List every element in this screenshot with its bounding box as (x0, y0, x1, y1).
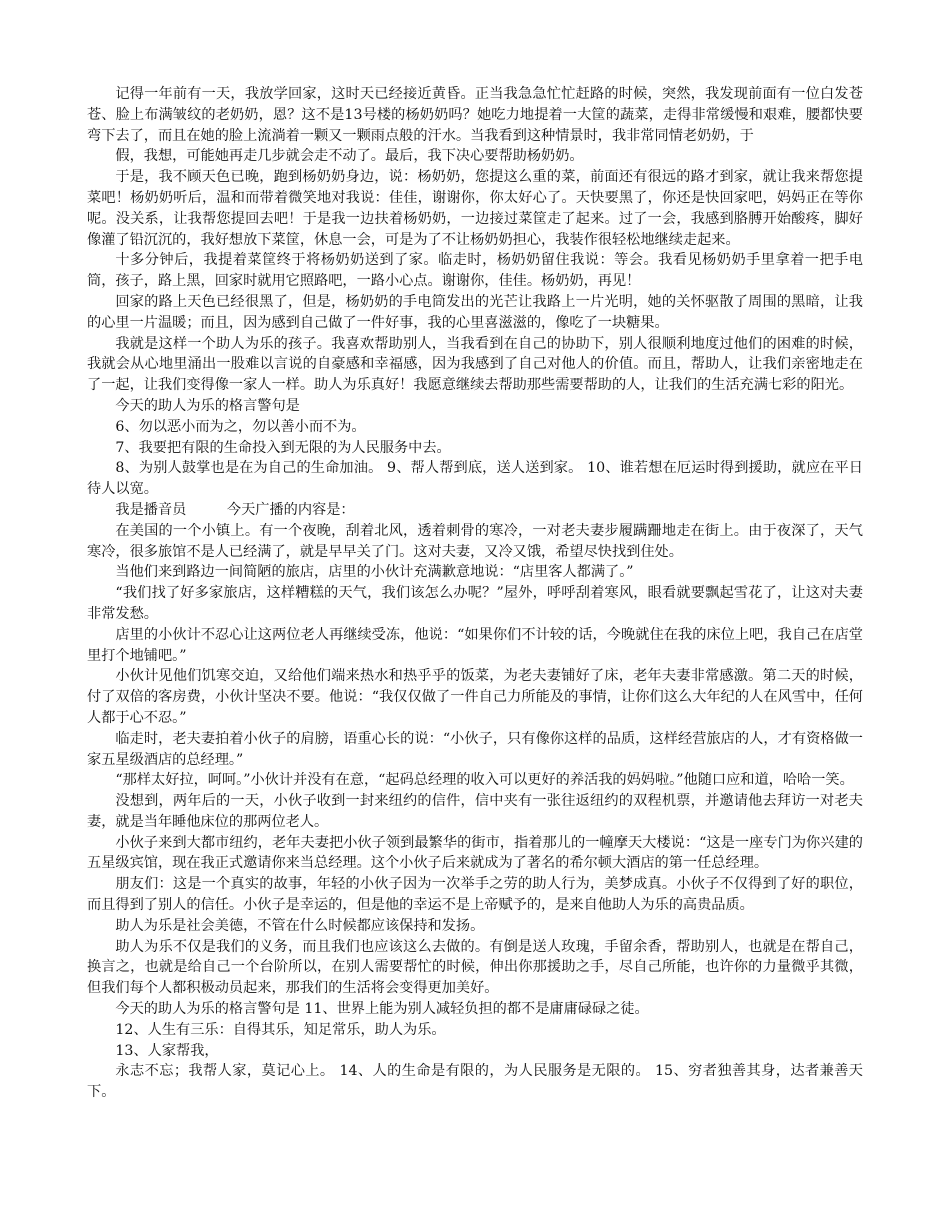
paragraph: 助人为乐不仅是我们的义务，而且我们也应该这么去做的。有倒是送人玫瑰，手留余香，帮助别人，也就是在帮自己，换言之，也就是给自己一个台阶所以，在别人需要帮忙的时候，伸出你那援助之手，尽自己所能，也许你的力量微乎其微，但我们每个人都积极动员起来，那我们的生活将会变得更加美好。 (87, 938, 863, 997)
paragraph: 店里的小伙计不忍心让这两位老人再继续受冻，他说：“如果你们不计较的话，今晚就住在我的床位上吧，我自己在店堂里打个地铺吧。” (87, 626, 863, 664)
paragraph: 临走时，老夫妻拍着小伙子的肩膀，语重心长的说：“小伙子，只有像你这样的品质，这样经营旅店的人，才有资格做一家五星级酒店的总经理。” (87, 730, 863, 768)
paragraph: 回家的路上天色已经很黑了，但是，杨奶奶的手电筒发出的光芒让我路上一片光明，她的关怀驱散了周围的黑暗，让我的心里一片温暖；而且，因为感到自己做了一件好事，我的心里喜滋滋的，像吃了一块糖果。 (87, 293, 863, 331)
paragraph: 我就是这样一个助人为乐的孩子。我喜欢帮助别人，当我看到在自己的协助下，别人很顺利地度过他们的困难的时候，我就会从心地里涌出一股难以言说的自豪感和幸福感，因为我感到了自己对他人的价值。而且，帮助人，让我们亲密地走在了一起，让我们变得像一家人一样。助人为乐真好！我愿意继续去帮助那些需要帮助的人，让我们的生活充满七彩的阳光。 (87, 335, 863, 394)
paragraph: 当他们来到路边一间简陋的旅店，店里的小伙计充满歉意地说：“店里客人都满了。” (115, 564, 634, 581)
paragraph: 6、勿以恶小而为之，勿以善小而不为。 (115, 418, 366, 435)
paragraph: 十多分钟后，我提着菜筐终于将杨奶奶送到了家。临走时，杨奶奶留住我说：等会。我看见杨奶奶手里拿着一把手电筒，孩子，路上黑，回家时就用它照路吧，一路小心点。谢谢你，佳佳。杨奶奶，再见！ (87, 252, 863, 290)
paragraph: 假，我想，可能她再走几步就会走不动了。最后，我下决心要帮助杨奶奶。 (115, 148, 584, 165)
paragraph: 我是播音员 今天广播的内容是： (115, 501, 355, 518)
paragraph: 13、人家帮我， (115, 1042, 219, 1059)
paragraph: 今天的助人为乐的格言警句是 (115, 397, 300, 414)
paragraph: 没想到，两年后的一天，小伙子收到一封来纽约的信件，信中夹有一张往返纽约的双程机票，并邀请他去拜访一对老夫妻，就是当年睡他床位的那两位老人。 (87, 793, 863, 830)
paragraph: 小伙子来到大都市纽约，老年夫妻把小伙子领到最繁华的街市，指着那儿的一幢摩天大楼说：“这是一座专门为你兴建的五星级宾馆，现在我正式邀请你来当总经理。这个小伙子后来就成为了著名的希尔顿大酒店的第一任总经理。 (87, 834, 863, 872)
paragraph: “我们找了好多家旅店，这样糟糕的天气，我们该怎么办呢？”屋外，呼呼刮着寒风，眼看就要飘起雪花了，让这对夫妻非常发愁。 (87, 585, 863, 622)
paragraph: 助人为乐是社会美德，不管在什么时候都应该保持和发扬。 (115, 917, 485, 934)
paragraph: 小伙计见他们饥寒交迫，又给他们端来热水和热乎乎的饭菜，为老夫妻铺好了床，老年夫妻非常感激。第二天的时候，付了双倍的客房费，小伙计坚决不要。他说：“我仅仅做了一件自己力所能及的事情，让你们这么大年纪的人在风雪中，任何人都于心不忍。” (87, 668, 863, 726)
paragraph: 在美国的一个小镇上。有一个夜晚，刮着北风，透着刺骨的寒冷，一对老夫妻步履蹒跚地走在街上。由于夜深了，天气寒冷，很多旅馆不是人已经满了，就是早早关了门。这对夫妻，又冷又饿，希望尽快找到住处。 (87, 522, 863, 560)
paragraph: 于是，我不顾天色已晚，跑到杨奶奶身边，说：杨奶奶，您提这么重的菜，前面还有很远的路才到家，就让我来帮您提菜吧！杨奶奶听后，温和而带着微笑地对我说：佳佳，谢谢你，你太好心了。天快要黑了，你还是快回家吧，妈妈正在等你呢。没关系，让我帮您提回去吧！于是我一边扶着杨奶奶，一边接过菜筐走了起来。过了一会，我感到胳膊开始酸疼，脚好像灌了铅沉沉的，我好想放下菜筐，休息一会，可是为了不让杨奶奶担心，我装作很轻松地继续走起来。 (87, 169, 863, 248)
paragraph: 7、我要把有限的生命投入到无限的为人民服务中去。 (115, 439, 451, 456)
paragraph: 永志不忘；我帮人家，莫记心上。 14、人的生命是有限的，为人民服务是无限的。 15、穷者独善其身，达者兼善天下。 (87, 1063, 863, 1101)
paragraph: “那样太好拉，呵呵。”小伙计并没有在意，“起码总经理的收入可以更好的养活我的妈妈啦。”他随口应和道，哈哈一笑。 (115, 772, 854, 789)
paragraph: 今天的助人为乐的格言警句是 11、世界上能为别人减轻负担的都不是庸庸碌碌之徒。 (115, 1001, 649, 1018)
paragraph: 12、人生有三乐：自得其乐，知足常乐，助人为乐。 (115, 1021, 446, 1038)
paragraph: 朋友们：这是一个真实的故事，年轻的小伙子因为一次举手之劳的助人行为，美梦成真。小伙子不仅得到了好的职位，而且得到了别人的信任。小伙子是幸运的，但是他的幸运不是上帝赋予的，是来自他助人为乐的高贵品质。 (87, 876, 863, 914)
paragraph: 记得一年前有一天，我放学回家，这时天已经接近黄昏。正当我急急忙忙赶路的时候，突然，我发现前面有一位白发苍苍、脸上布满皱纹的老奶奶，恩？这不是13号楼的杨奶奶吗？她吃力地提着一大筐的蔬菜，走得非常缓慢和艰难，腰都快要弯下去了，而且在她的脸上流淌着一颗又一颗雨点般的汗水。当我看到这种情景时，我非常同情老奶奶，于 (87, 86, 863, 144)
paragraph: 8、为别人鼓掌也是在为自己的生命加油。 9、帮人帮到底，送人送到家。 10、谁若想在厄运时得到援助，就应在平日待人以宽。 (87, 460, 863, 498)
